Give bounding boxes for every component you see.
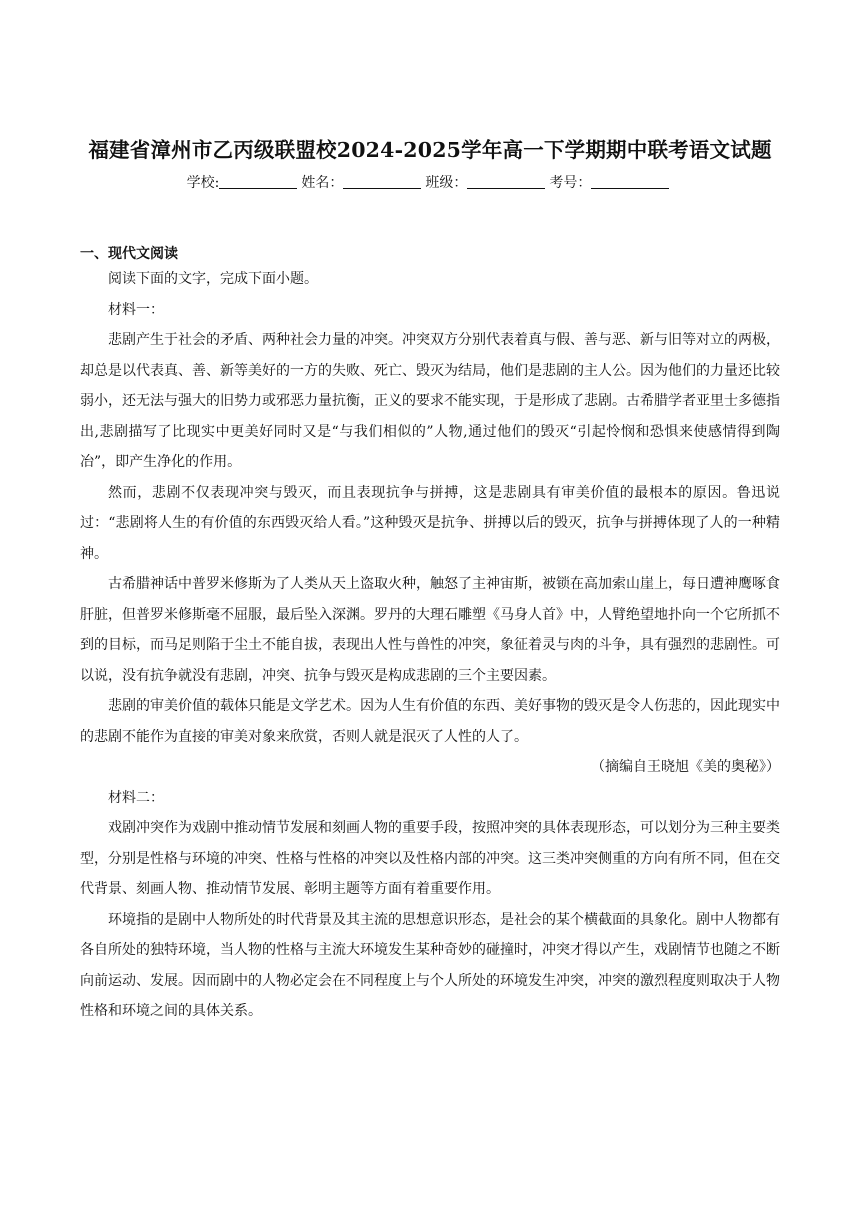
exam-title: 福建省漳州市乙丙级联盟校2024-2025学年高一下学期期中联考语文试题 — [88, 138, 772, 162]
material-1-label: 材料一： — [108, 301, 164, 318]
name-label: 姓名： — [301, 175, 344, 191]
material-1-paragraph: 然而，悲剧不仅表现冲突与毁灭，而且表现抗争与拼搏，这是悲剧具有审美价值的最根本的原因。鲁迅说过：“悲剧将人生的有价值的东西毁灭给人看。”这种毁灭是抗争、拼搏以后的毁灭，抗争与拼搏体现了人的一种精神。 — [80, 484, 780, 562]
material-1-paragraph: 悲剧的审美价值的载体只能是文学艺术。因为人生有价值的东西、美好事物的毁灭是令人伤悲的，因此现实中的悲剧不能作为直接的审美对象来欣赏，否则人就是泯灭了人性的人了。 — [80, 698, 780, 745]
material-2-paragraph: 环境指的是剧中人物所处的时代背景及其主流的思想意识形态，是社会的某个横截面的具象化。剧中人物都有各自所处的独特环境，当人物的性格与主流大环境发生某种奇妙的碰撞时，冲突才得以产生，戏剧情节也随之不断向前运动、发展。因而剧中的人物必定会在不同程度上与个人所处的环境发生冲突，冲突的激烈程度则取决于人物性格和环境之间的具体关系。 — [80, 911, 780, 1019]
reading-passage — [80, 264, 780, 1027]
instruction-text: 阅读下面的文字，完成下面小题。 — [108, 271, 318, 287]
material-1-paragraph: 悲剧产生于社会的矛盾、两种社会力量的冲突。冲突双方分别代表着真与假、善与恶、新与旧等对立的两极，却总是以代表真、善、新等美好的一方的失败、死亡、毁灭为结局，他们是悲剧的主人公。因为他们的力量还比较弱小，还无法与强大的旧势力或邪恶力量抗衡，正义的要求不能实现，于是形成了悲剧。古希腊学者亚里士多德指出,悲剧描写了比现实中更美好同时又是“与我们相似的”人物,通过他们的毁灭“引起怜悯和恐惧来使感情得到陶冶”，即产生净化的作用。 — [80, 332, 780, 470]
name-blank[interactable] — [343, 174, 421, 189]
exam-number-label: 考号： — [549, 175, 592, 191]
class-blank[interactable] — [467, 174, 545, 189]
material-2-paragraph: 戏剧冲突作为戏剧中推动情节发展和刻画人物的重要手段，按照冲突的具体表现形态，可以划分为三种主要类型，分别是性格与环境的冲突、性格与性格的冲突以及性格内部的冲突。这三类冲突侧重的方向有所不同，但在交代背景、刻画人物、推动情节发展、彰明主题等方面有着重要作用。 — [80, 820, 780, 897]
school-label: 学校: — [186, 175, 220, 191]
class-label: 班级： — [425, 175, 468, 191]
student-info-line — [0, 172, 860, 192]
school-blank[interactable] — [219, 174, 297, 189]
material-1-paragraph: 古希腊神话中普罗米修斯为了人类从天上盗取火种，触怒了主神宙斯，被锁在高加索山崖上，每日遭神鹰啄食肝脏，但普罗米修斯毫不屈服，最后坠入深渊。罗丹的大理石雕塑《马身人首》中，人臂绝望地扑向一个它所抓不到的目标，而马足则陷于尘土不能自拔，表现出人性与兽性的冲突，象征着灵与肉的斗争，具有强烈的悲剧性。可以说，没有抗争就没有悲剧，冲突、抗争与毁灭是构成悲剧的三个主要因素。 — [80, 576, 780, 684]
material-1-source: （摘编自王晓旭《美的奥秘》） — [591, 759, 780, 775]
exam-number-blank[interactable] — [591, 174, 669, 189]
material-2-label: 材料二： — [108, 789, 164, 806]
section-heading: 一、现代文阅读 — [80, 246, 178, 262]
